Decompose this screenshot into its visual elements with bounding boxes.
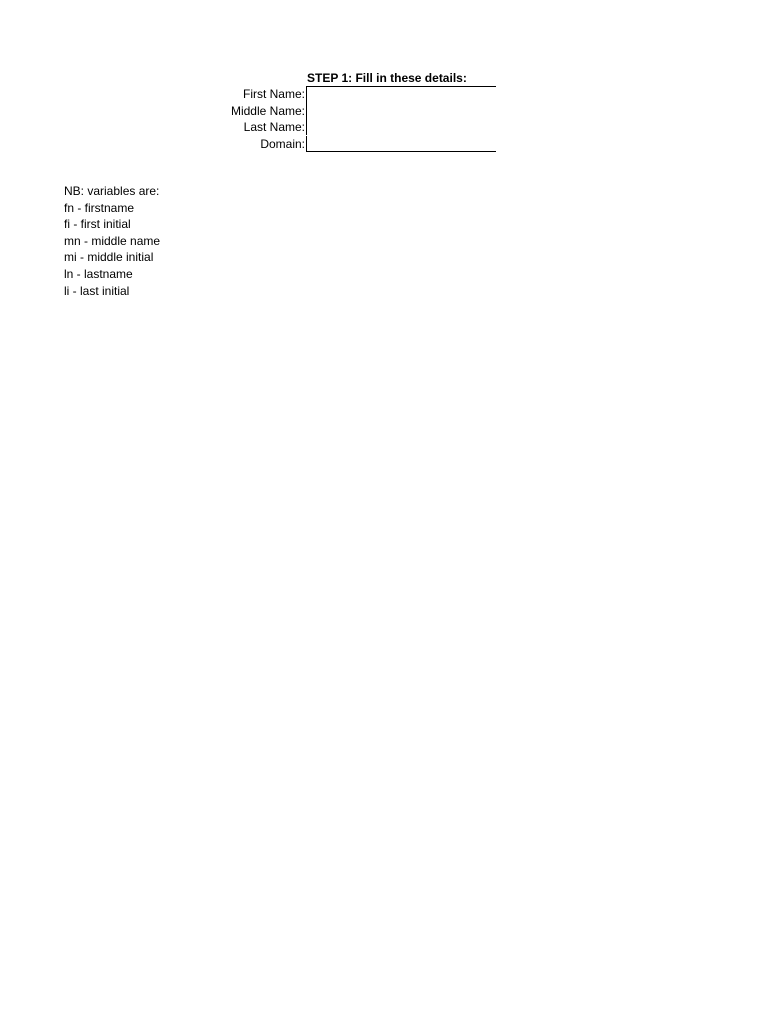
first-name-input[interactable] (306, 87, 496, 103)
details-form (150, 86, 498, 152)
note-item: fi - first initial (64, 217, 131, 232)
last-name-label: Last Name: (243, 120, 305, 135)
form-row-last-name (150, 119, 498, 136)
middle-name-input[interactable] (306, 103, 496, 119)
form-row-domain (150, 136, 498, 153)
step-1-title: STEP 1: Fill in these details: (307, 71, 467, 85)
note-item: fn - firstname (64, 200, 135, 215)
note-item: li - last initial (64, 283, 130, 298)
first-name-label: First Name: (242, 87, 305, 102)
last-name-input[interactable] (306, 119, 496, 135)
domain-input[interactable] (306, 136, 496, 152)
note-item: ln - lastname (64, 266, 133, 281)
note-item: mn - middle name (64, 233, 161, 248)
middle-name-label: Middle Name: (230, 103, 305, 118)
form-row-first-name (150, 86, 498, 103)
last-name-cell (306, 119, 496, 136)
notes-heading: NB: variables are: (64, 184, 160, 198)
note-item: mi - middle initial (64, 250, 154, 265)
middle-name-cell (306, 103, 496, 120)
first-name-cell (306, 86, 496, 103)
domain-cell (306, 136, 496, 153)
domain-label: Domain: (260, 136, 305, 151)
form-row-middle-name (150, 103, 498, 120)
variables-notes (64, 183, 160, 299)
